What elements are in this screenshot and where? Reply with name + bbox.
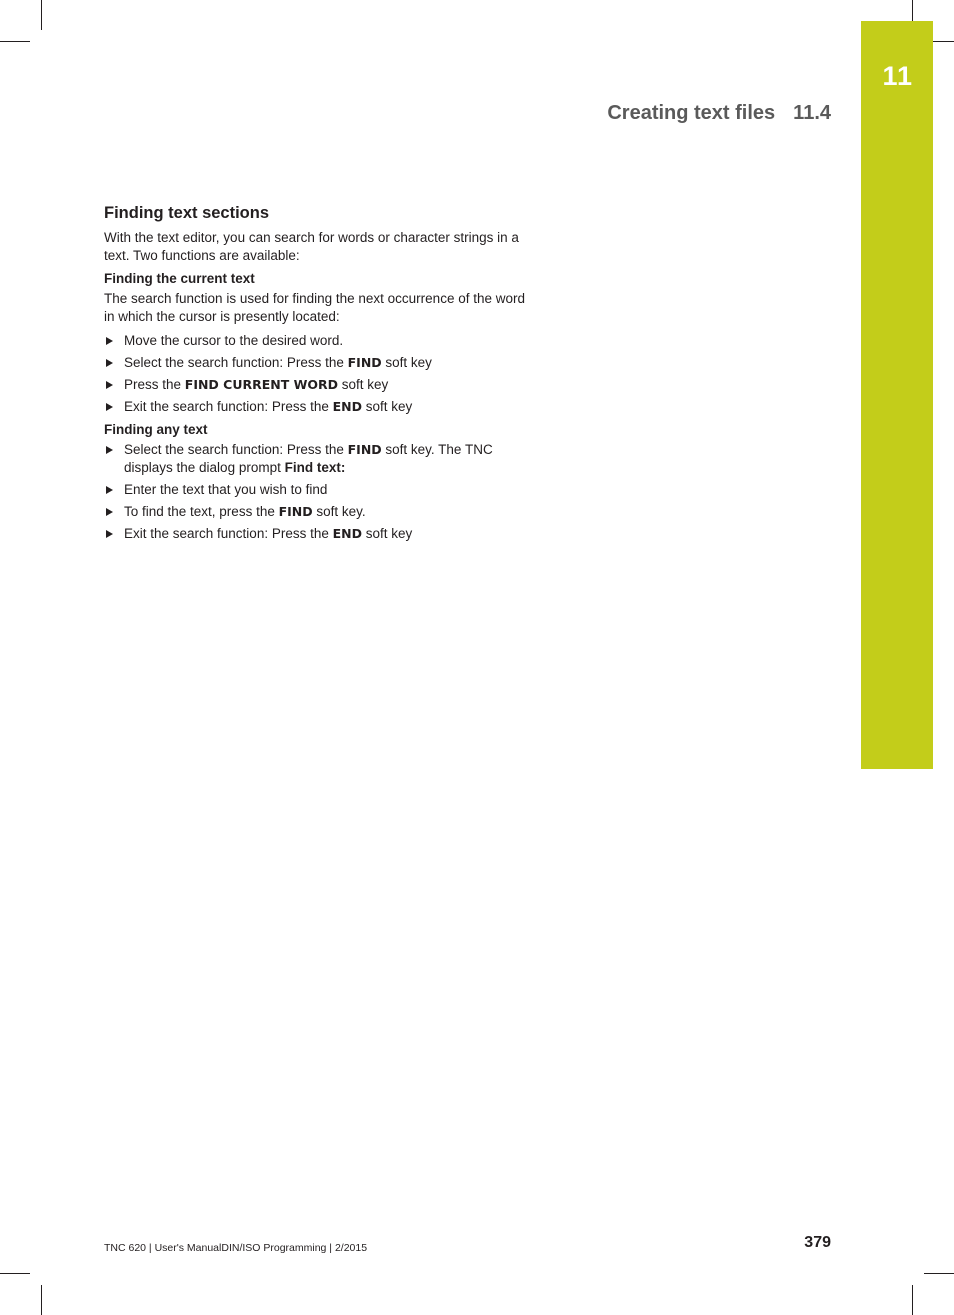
current-text-description: The search function is used for finding the next occurrence of the word in which the cursor is presently located:: [104, 291, 525, 324]
step-text: soft key: [338, 377, 389, 392]
soft-key-name: FIND: [278, 504, 313, 519]
triangle-bullet-icon: [106, 359, 113, 367]
step-item: [104, 503, 534, 521]
step-text: To find the text, press the: [124, 504, 279, 519]
triangle-bullet-icon: [106, 337, 113, 345]
soft-key-name: FIND: [347, 442, 382, 457]
step-text: Exit the search function: Press the: [124, 399, 333, 414]
running-head: [607, 102, 831, 125]
triangle-bullet-icon: [106, 530, 113, 538]
footer-text: TNC 620 | User's ManualDIN/ISO Programming | 2/2015: [104, 1242, 368, 1254]
triangle-bullet-icon: [106, 508, 113, 516]
crop-mark: [924, 1273, 954, 1274]
step-item: [104, 332, 534, 350]
crop-mark: [933, 41, 954, 42]
section-intro: With the text editor, you can search for words or character strings in a text. Two functions are available:: [104, 230, 519, 263]
running-head-title: Creating text files: [607, 102, 776, 124]
any-text-steps: [104, 441, 534, 543]
step-text: Exit the search function: Press the: [124, 526, 333, 541]
step-text: soft key: [362, 526, 413, 541]
soft-key-name: END: [332, 399, 362, 414]
crop-mark: [41, 0, 42, 30]
current-text-steps: [104, 332, 534, 416]
triangle-bullet-icon: [106, 486, 113, 494]
dialog-prompt: Find text:: [284, 460, 346, 475]
chapter-number: 11: [882, 61, 913, 91]
crop-mark: [41, 1285, 42, 1315]
crop-mark: [0, 41, 30, 42]
crop-mark: [912, 0, 913, 21]
subheading-current-text: Finding the current text: [104, 271, 255, 286]
step-item: [104, 481, 534, 499]
triangle-bullet-icon: [106, 446, 113, 454]
step-item: [104, 441, 534, 477]
step-text: Select the search function: Press the: [124, 355, 348, 370]
soft-key-name: FIND CURRENT WORD: [184, 377, 339, 392]
triangle-bullet-icon: [106, 381, 113, 389]
step-text: Select the search function: Press the: [124, 442, 348, 457]
section-heading: Finding text sections: [104, 204, 270, 222]
step-text: soft key. The TNC displays the dialog prompt: [124, 442, 493, 475]
step-text: Enter the text that you wish to find: [124, 482, 328, 497]
triangle-bullet-icon: [106, 403, 113, 411]
step-text: Move the cursor to the desired word.: [124, 333, 344, 348]
step-item: [104, 354, 534, 372]
step-text: soft key.: [312, 504, 366, 519]
running-head-section: 11.4: [793, 102, 831, 124]
soft-key-name: FIND: [347, 355, 382, 370]
chapter-tab: [861, 21, 933, 769]
step-item: [104, 398, 534, 416]
soft-key-name: END: [332, 526, 362, 541]
step-text: Press the: [124, 377, 185, 392]
step-item: [104, 376, 534, 394]
step-text: soft key: [381, 355, 432, 370]
step-item: [104, 525, 534, 543]
subheading-any-text: Finding any text: [104, 422, 208, 437]
crop-mark: [912, 1285, 913, 1315]
crop-mark: [0, 1273, 30, 1274]
page-number: 379: [804, 1234, 831, 1251]
main-content: [104, 204, 534, 549]
step-text: soft key: [362, 399, 413, 414]
